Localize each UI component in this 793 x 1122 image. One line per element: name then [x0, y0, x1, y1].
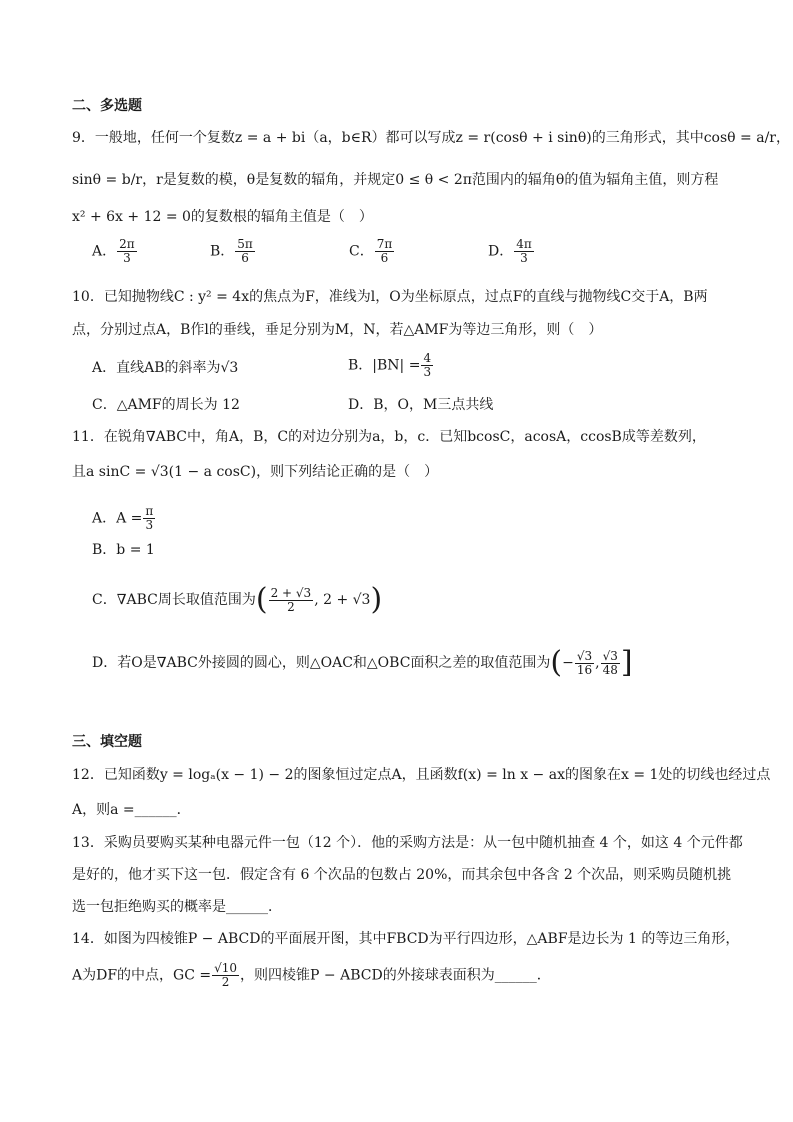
q9-option-c [349, 238, 395, 265]
q13-line-1: 13．采购员要购买某种电器元件一包（12 个）．他的采购方法是：从一包中随机抽查 4 个，如这 4 个元件都 [72, 835, 743, 851]
q9-option-a [92, 238, 138, 265]
q9-line-3: x² + 6x + 12 = 0的复数根的辐角主值是（ ） [72, 209, 373, 225]
q10-option-b: B．|BN| = $\frac{4}{3}$ [348, 351, 432, 379]
fraction: $\frac{4}{3}$ [423, 351, 432, 379]
q9-option-b [210, 238, 256, 265]
q10-option-a: A．直线AB的斜率为√3 [92, 360, 239, 376]
q10-line-1: 10．已知抛物线C : y² = 4x的焦点为F，准线为l，O为坐标原点，过点F的直线与抛物线C交于A，B两 [72, 289, 708, 305]
q11-option-b: B．b = 1 [92, 542, 155, 558]
q14-line-2: A为DF的中点，GC = $\frac{√10}{2}$ ，则四棱锥P − ABCD的外接球表面积为______． [72, 961, 551, 989]
q12-line-1: 12．已知函数y = logₐ(x − 1) − 2的图象恒过定点A，且函数f(x) = ln x − ax的图象在x = 1处的切线也经过点 [72, 767, 771, 783]
q9-option-d [488, 238, 535, 265]
option-label: D． [488, 243, 514, 260]
fraction: $\frac{4\pi}{3}$ [516, 237, 532, 265]
option-label: A． [92, 243, 117, 260]
q13-line-2: 是好的，他才买下这一包．假定含有 6 个次品的包数占 20%，而其余包中各含 2 个次品，则采购员随机挑 [72, 867, 732, 883]
fraction: $\frac{5\pi}{6}$ [237, 237, 253, 265]
option-label: B． [210, 243, 235, 260]
fraction: $\frac{√3}{16}$ [576, 648, 593, 677]
q13-line-3: 选一包拒绝购买的概率是______． [72, 899, 282, 915]
q10-option-d: D．B，O，M三点共线 [348, 397, 494, 413]
q9-line-1: 9．一般地，任何一个复数z = a + bi（a，b∈R）都可以写成z = r(cosθ + i sinθ)的三角形式，其中cosθ = a/r， [72, 130, 790, 146]
section-heading-multi: 二、多选题 [72, 98, 142, 114]
fraction: $\frac{√3}{48}$ [602, 648, 618, 677]
q14-line-1: 14．如图为四棱锥P − ABCD的平面展开图，其中FBCD为平行四边形，△ABF是边长为 1 的等边三角形， [72, 931, 740, 947]
q11-line-2: 且a sinC = √3(1 − a cosC)，则下列结论正确的是（ ） [72, 464, 439, 480]
q11-option-d: D．若O是∇ABC外接圆的圆心，则△OAC和△OBC面积之差的取值范围为(− $\frac{√3}{16}$ , $\frac{√3}{48}$ ] [92, 645, 633, 680]
section-heading-fill: 三、填空题 [72, 734, 142, 750]
fraction: $\frac{2\pi}{3}$ [119, 237, 135, 265]
q10-option-c: C．△AMF的周长为 12 [92, 397, 240, 413]
fraction: $\frac{\pi}{3}$ [145, 504, 154, 532]
fraction: $\frac{√10}{2}$ [214, 961, 238, 989]
q11-option-c: C．∇ABC周长取值范围为( $\frac{2 + √3}{2}$ , 2 + √3) [92, 582, 383, 617]
q12-line-2: A，则a =______． [72, 802, 191, 818]
q11-line-1: 11．在锐角∇ABC中，角A，B，C的对边分别为a，b，c．已知bcosC，acosA，ccosB成等差数列， [72, 429, 706, 445]
option-label: C． [349, 243, 374, 260]
fraction: $\frac{2 + √3}{2}$ [270, 585, 312, 614]
q11-option-a: A．A = $\frac{\pi}{3}$ [92, 504, 154, 532]
fraction: $\frac{7\pi}{6}$ [376, 237, 393, 265]
q9-line-2: sinθ = b/r，r是复数的模，θ是复数的辐角，并规定0 ≤ θ < 2π范围内的辐角θ的值为辐角主值，则方程 [72, 172, 719, 188]
q10-line-2: 点，分别过点A，B作l的垂线，垂足分别为M，N，若△AMF为等边三角形，则（ ） [72, 322, 603, 338]
